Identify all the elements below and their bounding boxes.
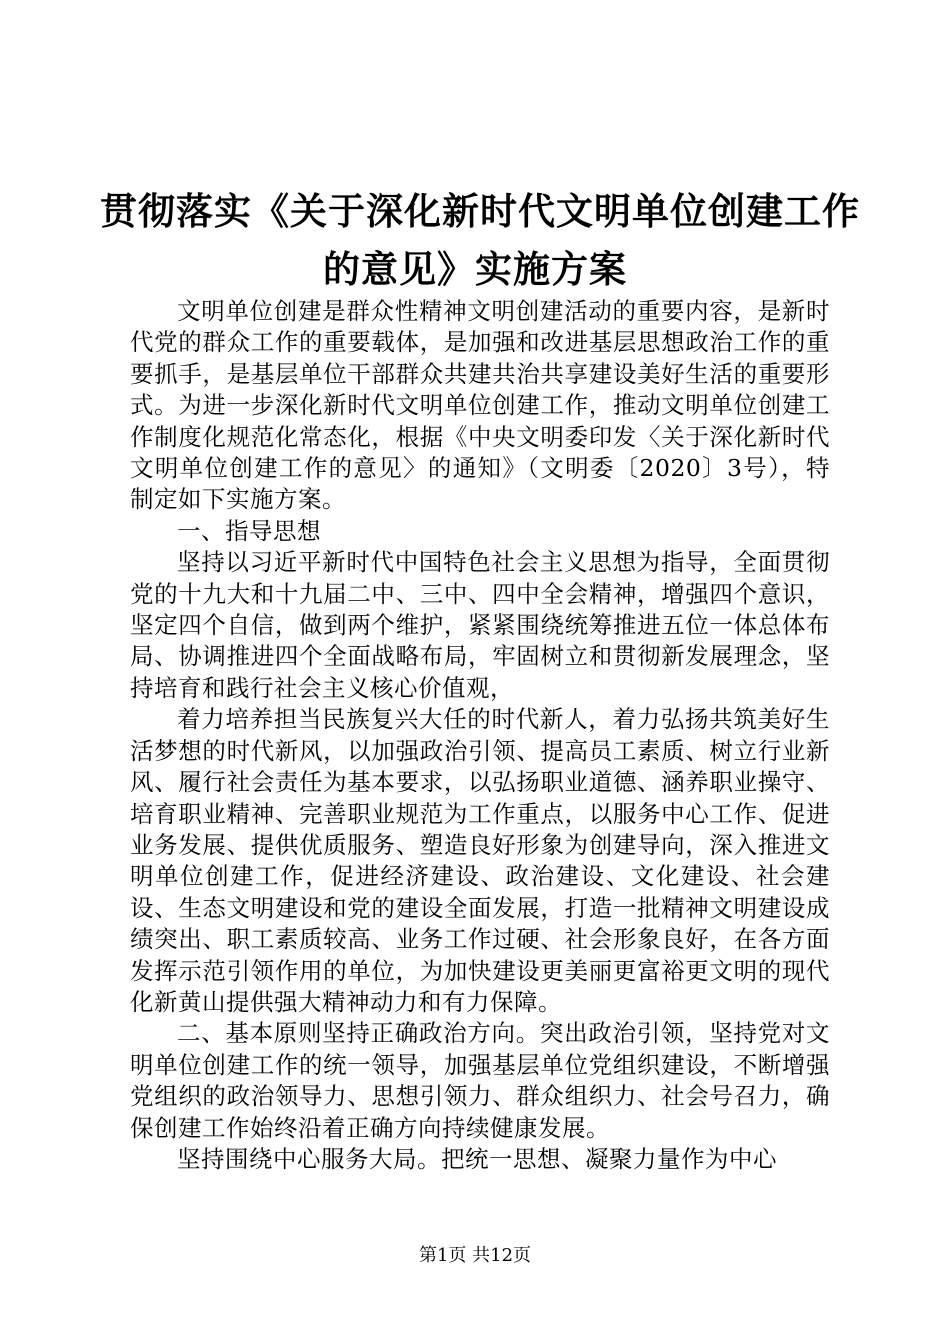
document-body [130, 296, 830, 1175]
serve-center-paragraph: 坚持围绕中心服务大局。把统一思想、凝聚力量作为中心 [177, 1144, 777, 1173]
intro-paragraph: 文明单位创建是群众性精神文明创建活动的重要内容，是新时代党的群众工作的重要载体，是加强和改进基层思想政治工作的重要抓手，是基层单位干部群众共建共治共享建设美好生活的重要形式。为进一步深化新时代文明单位创建工作，推动文明单位创建工作制度化规范化常态化，根据《中央文明委印发〈关于深化新时代文明单位创建工作的意见〉的通知》（文明委〔2020〕3号），特制定如下实施方案。 [130, 297, 830, 514]
guiding-thought-paragraph: 坚持以习近平新时代中国特色社会主义思想为指导，全面贯彻党的十九大和十九届二中、三中、四中全会精神，增强四个意识，坚定四个自信，做到两个维护，紧紧围绕统筹推进五位一体总体布局、协调推进四个全面战略布局，牢固树立和贯彻新发展理念，坚持培育和践行社会主义核心价值观， [130, 548, 830, 702]
title-line-2: 的意见》实施方案 [323, 247, 627, 291]
page-indicator: 第1页 共12页 [418, 1245, 532, 1266]
document-title [100, 182, 860, 298]
title-line-1: 贯彻落实《关于深化新时代文明单位创建工作 [100, 189, 860, 233]
principles-paragraph: 二、基本原则坚持正确政治方向。突出政治引领，坚持党对文明单位创建工作的统一领导，加强基层单位党组织建设，不断增强党组织的政治领导力、思想引领力、群众组织力、社会号召力，确保创建工作始终沿着正确方向持续健康发展。 [130, 1019, 830, 1142]
goals-paragraph: 着力培养担当民族复兴大任的时代新人，着力弘扬共筑美好生活梦想的时代新风，以加强政治引领、提高员工素质、树立行业新风、履行社会责任为基本要求，以弘扬职业道德、涵养职业操守、培育职业精神、完善职业规范为工作重点，以服务中心工作、促进业务发展、提供优质服务、塑造良好形象为创建导向，深入推进文明单位创建工作，促进经济建设、政治建设、文化建设、社会建设、生态文明建设和党的建设全面发展，打造一批精神文明建设成绩突出、职工素质较高、业务工作过硬、社会形象良好，在各方面发挥示范引领作用的单位，为加快建设更美丽更富裕更文明的现代化新黄山提供强大精神动力和有力保障。 [130, 705, 830, 1016]
section-heading-guiding-thought: 一、指导思想 [177, 516, 321, 545]
